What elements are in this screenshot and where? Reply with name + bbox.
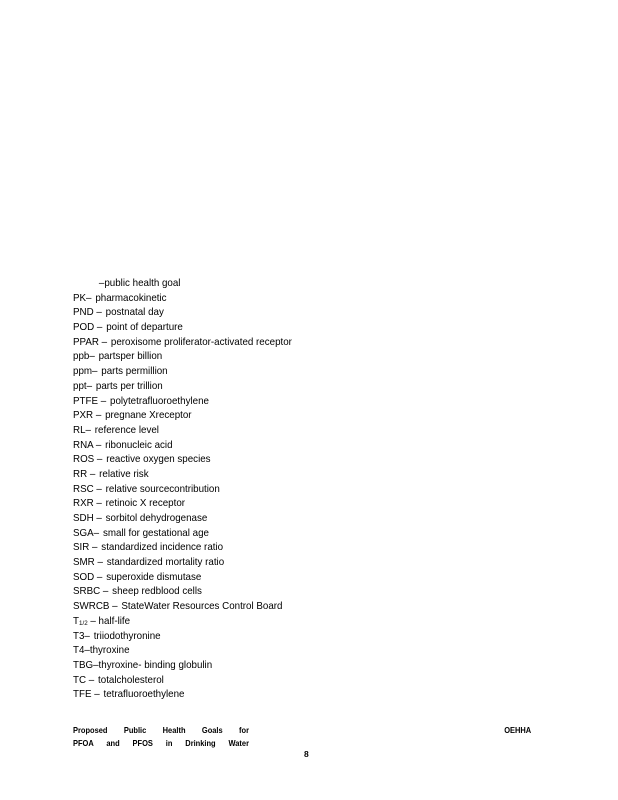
abbreviation-item <box>73 512 524 527</box>
abbreviation-item <box>73 292 524 307</box>
abbreviation-item <box>73 659 524 674</box>
abbreviation-definition: relative sourcecontribution <box>105 483 220 495</box>
abbreviation-definition: pregnane Xreceptor <box>105 410 192 422</box>
abbreviation-definition: retinoic X receptor <box>105 498 186 510</box>
abbreviation-definition: peroxisome proliferator-activated receptor <box>110 336 292 348</box>
abbreviation-term: RSC – <box>73 483 102 495</box>
footer-agency: OEHHA <box>504 725 532 735</box>
abbreviation-term: SWRCB – <box>73 601 118 613</box>
abbreviation-definition: partsper billion <box>98 351 163 363</box>
abbreviation-item <box>73 424 524 439</box>
abbreviation-term: SDH – <box>73 513 102 524</box>
abbreviation-definition: T4–thyroxine <box>73 645 130 657</box>
abbreviation-item <box>73 630 524 645</box>
abbreviation-definition: postnatal day <box>105 307 164 319</box>
abbreviation-item <box>73 527 524 542</box>
abbreviation-term: ROS – <box>73 454 103 466</box>
abbreviation-item <box>73 277 524 292</box>
abbreviation-item <box>73 615 524 630</box>
abbreviation-item <box>73 321 524 336</box>
abbreviation-item <box>73 483 524 498</box>
abbreviation-definition: –public health goal <box>98 278 181 289</box>
abbreviation-item <box>73 395 524 410</box>
abbreviation-list <box>73 277 543 703</box>
abbreviation-definition: reference level <box>94 424 159 436</box>
abbreviation-item <box>73 571 524 586</box>
abbreviation-definition: TBG–thyroxine- binding globulin <box>73 659 213 671</box>
abbreviation-term: T <box>73 615 79 627</box>
abbreviation-term: PPAR – <box>73 336 108 348</box>
abbreviation-item <box>73 585 524 600</box>
abbreviation-item <box>73 497 524 512</box>
abbreviation-definition: standardized mortality ratio <box>106 557 225 569</box>
abbreviation-item <box>73 439 524 454</box>
abbreviation-term: RR – <box>73 468 96 480</box>
abbreviation-definition: – half-life <box>90 615 131 627</box>
abbreviation-item <box>73 600 524 615</box>
abbreviation-term: SRBC – <box>73 586 109 598</box>
abbreviation-definition: triiodothyronine <box>93 630 161 642</box>
abbreviation-term: ppt– <box>73 380 93 392</box>
abbreviation-term: ppm– <box>73 366 98 378</box>
abbreviation-definition: StateWater Resources Control Board <box>121 601 283 613</box>
abbreviation-definition: reactive oxygen species <box>106 454 211 466</box>
abbreviation-item <box>73 644 524 659</box>
abbreviation-term: SOD – <box>73 571 103 583</box>
abbreviation-item <box>73 674 524 689</box>
abbreviation-term: RL– <box>73 424 91 436</box>
abbreviation-item <box>73 350 524 365</box>
abbreviation-term: RNA – <box>73 439 102 451</box>
footer-document-title <box>73 724 249 749</box>
abbreviation-term: T3– <box>73 630 90 642</box>
abbreviation-definition: polytetrafluoroethylene <box>110 395 209 407</box>
abbreviation-definition: tetrafluoroethylene <box>103 689 185 701</box>
abbreviation-subscript: 1/2 <box>78 619 88 627</box>
abbreviation-item <box>73 365 524 380</box>
abbreviation-definition: pharmacokinetic <box>95 292 167 304</box>
abbreviation-term: SMR – <box>73 557 103 569</box>
abbreviation-definition: sheep redblood cells <box>112 586 202 598</box>
abbreviation-term: SGA– <box>73 527 100 539</box>
abbreviation-item <box>73 306 524 321</box>
abbreviation-item <box>73 541 524 556</box>
abbreviation-item <box>73 453 524 468</box>
page-number: 8 <box>304 749 309 759</box>
abbreviation-term: TC – <box>73 674 95 686</box>
abbreviation-term: PXR – <box>73 410 102 422</box>
abbreviation-definition: ribonucleic acid <box>105 439 173 451</box>
abbreviation-definition: point of departure <box>106 322 183 334</box>
abbreviation-item <box>73 688 524 703</box>
abbreviation-item <box>73 336 524 351</box>
abbreviation-item <box>73 556 524 571</box>
footer-title-line-1: Proposed Public Health Goals for <box>73 725 249 735</box>
abbreviation-definition: parts permillion <box>101 366 168 378</box>
abbreviation-item <box>73 468 524 483</box>
abbreviation-term: PK– <box>73 292 92 304</box>
abbreviation-definition: superoxide dismutase <box>106 571 202 583</box>
footer-title-line-2: PFOA and PFOS in Drinking Water <box>73 737 249 748</box>
abbreviation-term: PND – <box>73 307 102 319</box>
abbreviation-definition: sorbitol dehydrogenase <box>105 513 208 524</box>
abbreviation-definition: relative risk <box>99 468 149 480</box>
abbreviation-definition: small for gestational age <box>102 527 209 539</box>
abbreviation-term: SIR – <box>73 542 98 554</box>
abbreviation-definition: standardized incidence ratio <box>101 542 224 554</box>
abbreviation-definition: totalcholesterol <box>98 674 164 686</box>
abbreviation-term: POD – <box>73 322 103 334</box>
abbreviation-term: PTFE – <box>73 395 107 407</box>
abbreviation-item <box>73 409 524 424</box>
abbreviation-item <box>73 380 524 395</box>
abbreviation-term: TFE – <box>73 689 100 701</box>
abbreviation-definition: parts per trillion <box>95 380 163 392</box>
abbreviation-term: RXR – <box>73 498 102 510</box>
abbreviation-term: ppb– <box>73 351 95 363</box>
